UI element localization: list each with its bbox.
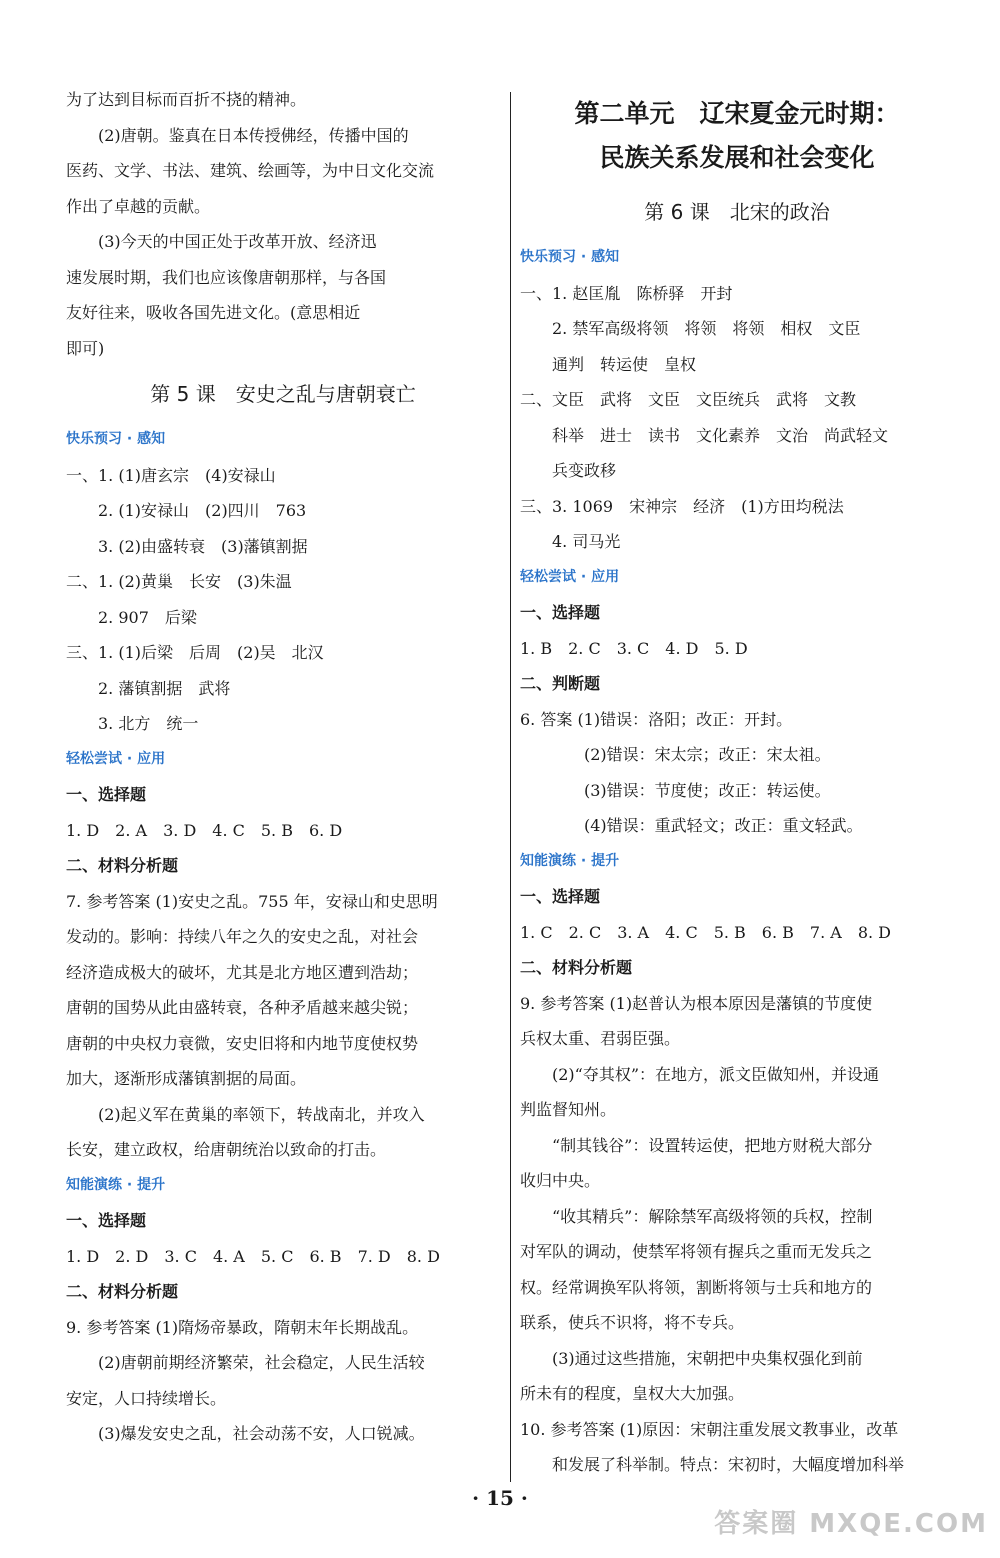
answer-line: 3. (2)由盛转衰 (3)藩镇割据 [98,536,308,556]
answer-line: 友好往来，吸收各国先进文化。(意思相近 [66,303,361,322]
answer-line: 7. 参考答案 (1)安史之乱。755 年，安禄山和史思明 [66,891,438,911]
answer-line: 一、1. (1)唐玄宗 (4)安禄山 [66,465,276,485]
answer-line: 10. 参考答案 (1)原因：宋朝注重发展文教事业，改革 [520,1419,899,1439]
answer-line: 3. 北方 统一 [98,714,199,733]
answer-line: 三、1. (1)后梁 后周 (2)吴 北汉 [66,643,324,662]
answer-line: 科举 进士 读书 文化素养 文治 尚武轻文 [552,425,889,445]
answer-line: 1. D 2. D 3. C 4. A 5. C 6. B 7. D 8. D [66,1246,440,1266]
question-type-heading: 一、选择题 [66,1211,147,1230]
answer-line: (4)错误：重武轻文；改正：重文轻武。 [584,816,863,835]
answer-line: 为了达到目标而百折不挠的精神。 [66,90,307,109]
section-heading: 快乐预习 · 感知 [66,431,166,447]
answer-line: 4. 司马光 [552,532,621,551]
answer-line: (3)爆发安史之乱，社会动荡不安，人口锐减。 [98,1424,425,1443]
question-type-heading: 一、选择题 [520,887,601,906]
page-number: · 15 · [472,1486,528,1510]
answer-line: (3)错误：节度使；改正：转运使。 [584,780,831,800]
answer-line: 对军队的调动，使禁军将领有握兵之重而无发兵之 [520,1242,873,1261]
watermark: 答案圈 MXQE.COM [714,1509,988,1539]
answer-line: 收归中央。 [520,1171,601,1190]
section-heading: 知能演练 · 提升 [66,1176,166,1193]
answer-line: (2)唐朝。鉴真在日本传授佛经，传播中国的 [98,125,409,145]
answer-line: (2)错误：宋太宗；改正：宋太祖。 [584,745,831,764]
answer-line: 权。经常调换军队将领，割断将领与士兵和地方的 [520,1277,873,1297]
left-column [66,82,500,1452]
answer-line: 即可) [66,338,105,358]
answer-line: 长安，建立政权，给唐朝统治以致命的打击。 [66,1140,387,1159]
answer-line: 9. 参考答案 (1)赵普认为根本原因是藩镇的节度使 [520,993,873,1013]
right-column [520,82,954,1483]
answer-line: 加大，逐渐形成藩镇割据的局面。 [66,1069,307,1088]
answer-line: “收其精兵”：解除禁军高级将领的兵权，控制 [552,1206,873,1226]
section-heading: 快乐预习 · 感知 [520,249,620,265]
answer-line: (2)“夺其权”：在地方，派文臣做知州，并设通 [552,1064,880,1084]
question-type-heading: 二、材料分析题 [66,856,179,875]
answer-line: 安定，人口持续增长。 [66,1388,227,1408]
answer-line: 9. 参考答案 (1)隋炀帝暴政，隋朝末年长期战乱。 [66,1317,419,1337]
question-type-heading: 一、选择题 [66,785,147,804]
answer-line: 作出了卓越的贡献。 [66,196,211,216]
question-type-heading: 一、选择题 [520,603,601,622]
answer-line: “制其钱谷”：设置转运使，把地方财税大部分 [552,1135,873,1155]
answer-line: 二、1. (2)黄巢 长安 (3)朱温 [66,572,292,591]
answer-line: 速发展时期，我们也应该像唐朝那样，与各国 [66,267,387,287]
unit-title: 民族关系发展和社会变化 [599,143,875,172]
question-type-heading: 二、判断题 [520,674,601,693]
question-type-heading: 二、材料分析题 [66,1282,179,1301]
answer-line: 发动的。影响：持续八年之久的安史之乱，对社会 [66,927,419,946]
answer-line: 6. 答案 (1)错误：洛阳；改正：开封。 [520,709,793,729]
section-heading: 轻松尝试 · 应用 [520,568,620,585]
answer-line: 2. 藩镇割据 武将 [98,678,231,698]
answer-line: 1. B 2. C 3. C 4. D 5. D [520,638,748,658]
unit-title: 第二单元 辽宋夏金元时期： [574,99,900,128]
answer-line: 三、3. 1069 宋神宗 经济 (1)方田均税法 [520,496,844,516]
answer-line: 2. (1)安禄山 (2)四川 763 [98,501,307,520]
answer-line: 1. D 2. A 3. D 4. C 5. B 6. D [66,820,343,840]
answer-line: 二、文臣 武将 文臣 文臣统兵 武将 文教 [520,390,857,409]
answer-line: (2)起义军在黄巢的率领下，转战南北，并攻入 [98,1104,425,1124]
answer-line: (2)唐朝前期经济繁荣，社会稳定，人民生活较 [98,1353,425,1372]
answer-line: (3)通过这些措施，宋朝把中央集权强化到前 [552,1348,863,1368]
column-divider [510,92,511,1482]
section-heading: 轻松尝试 · 应用 [66,750,166,767]
answer-line: 2. 907 后梁 [98,607,197,627]
answer-line: 判监督知州。 [520,1100,617,1119]
section-heading: 知能演练 · 提升 [520,852,620,869]
answer-line: (3)今天的中国正处于改革开放、经济迅 [98,232,377,251]
answer-line: 联系，使兵不识将，将不专兵。 [520,1313,745,1332]
answer-line: 唐朝的国势从此由盛转衰，各种矛盾越来越尖锐； [66,998,419,1017]
lesson-title: 第 5 课 安史之乱与唐朝衰亡 [150,382,416,406]
lesson-title: 第 6 课 北宋的政治 [644,200,830,224]
answer-line: 兵变政移 [552,461,617,480]
question-type-heading: 二、材料分析题 [520,958,633,977]
answer-line: 2. 禁军高级将领 将领 将领 相权 文臣 [552,319,861,338]
answer-line: 经济造成极大的破坏，尤其是北方地区遭到浩劫； [66,962,419,982]
answer-line: 唐朝的中央权力衰微，安史旧将和内地节度使权势 [66,1033,419,1053]
answer-line: 一、1. 赵匡胤 陈桥驿 开封 [520,283,733,303]
answer-line: 所未有的程度，皇权大大加强。 [520,1384,745,1403]
answer-line: 和发展了科举制。特点：宋初时，大幅度增加科举 [552,1455,905,1474]
answer-line: 兵权太重、君弱臣强。 [520,1029,681,1048]
answer-line: 医药、文学、书法、建筑、绘画等，为中日文化交流 [66,161,435,180]
answer-line: 通判 转运使 皇权 [552,354,697,374]
answer-line: 1. C 2. C 3. A 4. C 5. B 6. B 7. A 8. D [520,922,891,942]
